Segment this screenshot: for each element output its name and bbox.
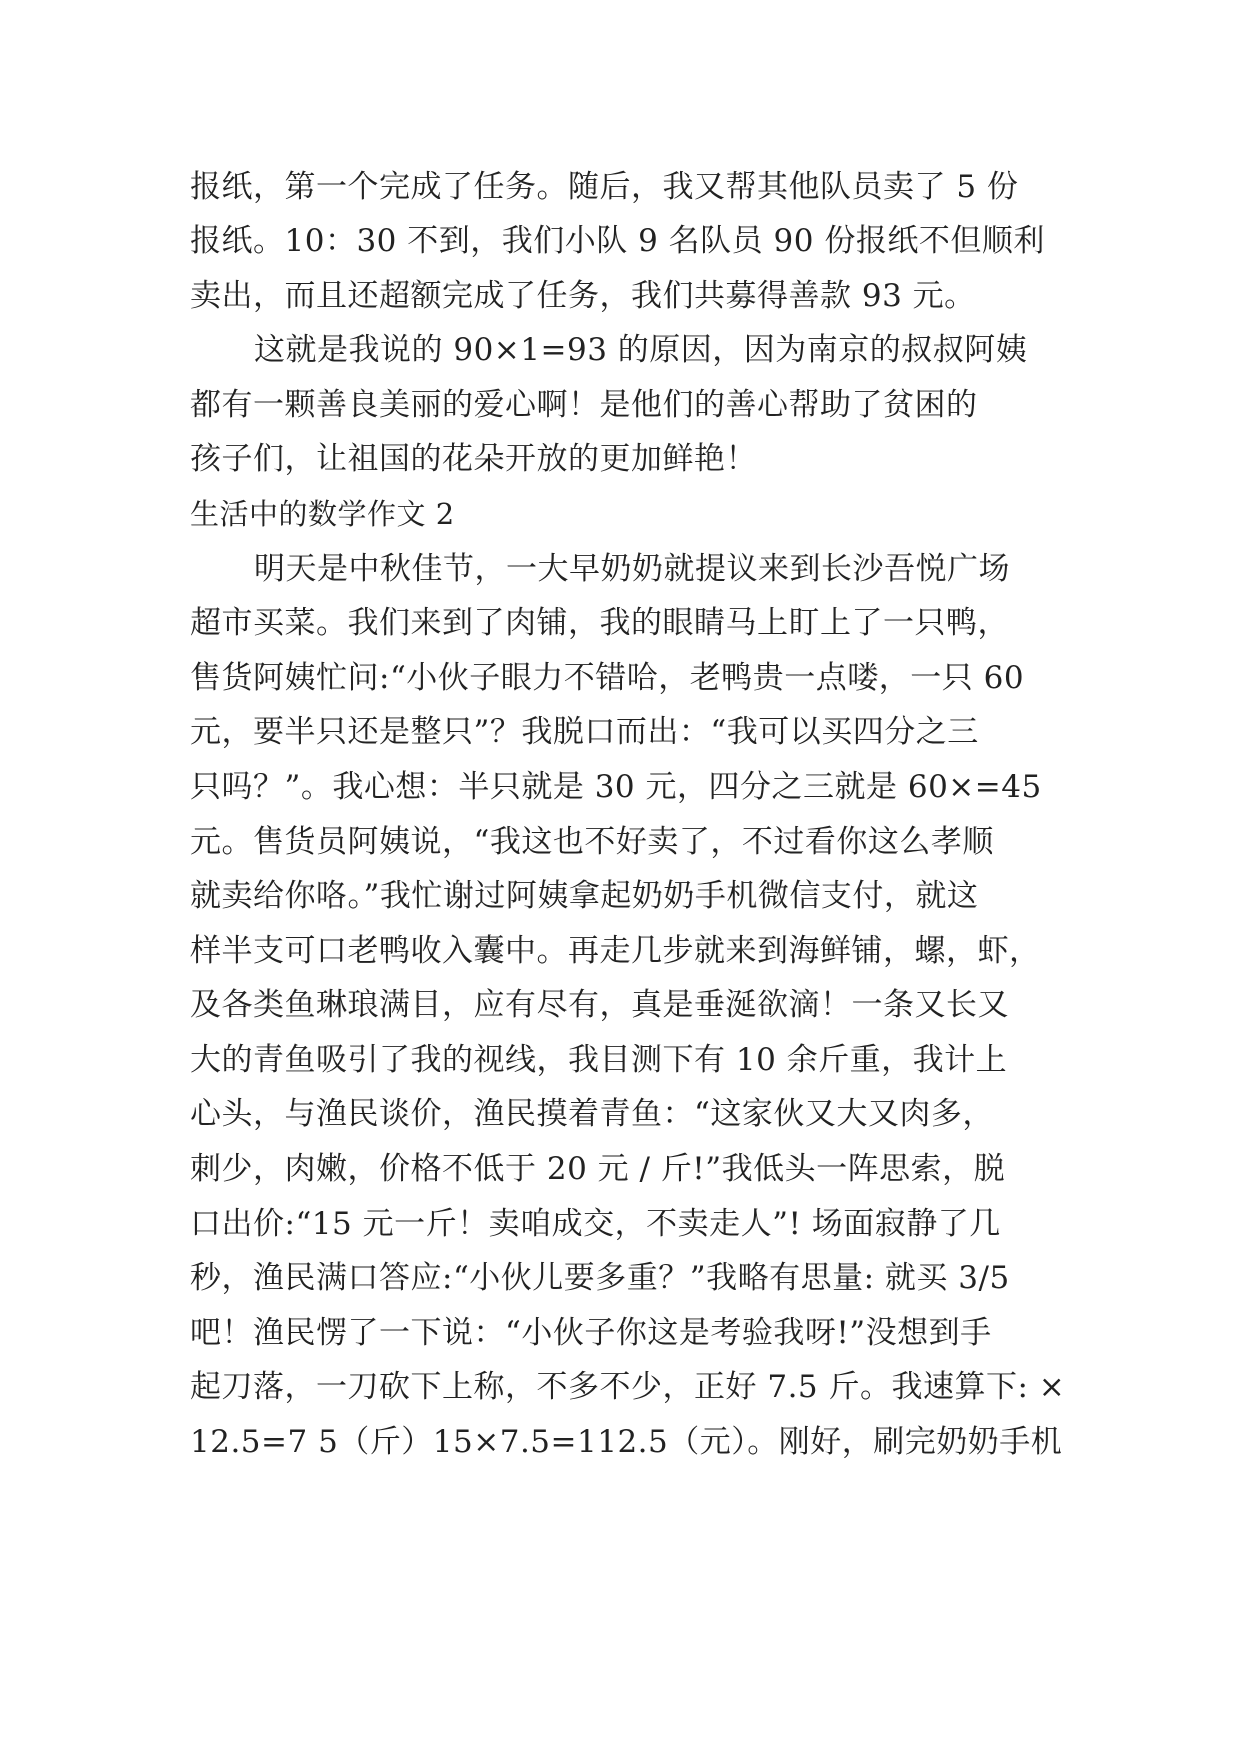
text-line: 及各类鱼琳琅满目，应有尽有，真是垂涎欲滴！一条又长又	[190, 987, 1009, 1023]
text-line: 就卖给你咯。”我忙谢过阿姨拿起奶奶手机微信支付，就这	[190, 878, 979, 914]
text-line: 报纸，第一个完成了任务。随后，我又帮其他队员卖了 5 份	[190, 169, 1019, 205]
text-line: 元，要半只还是整只”？我脱口而出：“我可以买四分之三	[190, 714, 979, 750]
text-line: 超市买菜。我们来到了肉铺，我的眼睛马上盯上了一只鸭，	[190, 605, 1009, 641]
text-line: 刺少，肉嫩，价格不低于 20 元 / 斤!”我低头一阵思索，脱	[190, 1151, 1006, 1187]
text-line: 样半支可口老鸭收入囊中。再走几步就来到海鲜铺，螺，虾，	[190, 933, 1041, 969]
text-line: 心头，与渔民谈价，渔民摸着青鱼：“这家伙又大又肉多，	[190, 1096, 994, 1132]
text-line: 12.5=7 5（斤）15×7.5=112.5（元）。刚好，刷完奶奶手机	[190, 1424, 1063, 1460]
text-line: 大的青鱼吸引了我的视线，我目测下有 10 余斤重，我计上	[190, 1042, 1008, 1078]
text-line: 起刀落，一刀砍下上称，不多不少，正好 7.5 斤。我速算下: ×	[190, 1369, 1066, 1405]
text-line: 元。售货员阿姨说，“我这也不好卖了，不过看你这么孝顺	[190, 824, 994, 860]
section-heading: 生活中的数学作文 2	[190, 497, 455, 531]
paragraph-start-line: 这就是我说的 90×1=93 的原因，因为南京的叔叔阿姨	[254, 332, 1028, 368]
text-line: 秒，渔民满口答应:“小伙儿要多重？”我略有思量: 就买 3/5	[190, 1260, 1010, 1296]
text-line: 口出价:“15 元一斤！卖咱成交，不卖走人”! 场面寂静了几	[190, 1206, 1001, 1242]
text-line: 卖出，而且还超额完成了任务，我们共募得善款 93 元。	[190, 278, 976, 314]
text-line: 售货阿姨忙问:“小伙子眼力不错哈，老鸭贵一点喽，一只 60	[190, 660, 1025, 696]
text-line: 孩子们，让祖国的花朵开放的更加鲜艳！	[190, 441, 757, 477]
text-line: 报纸。10：30 不到，我们小队 9 名队员 90 份报纸不但顺利	[190, 223, 1045, 259]
text-line: 只吗？”。我心想：半只就是 30 元，四分之三就是 60×=45	[190, 769, 1042, 805]
text-line: 吧！渔民愣了一下说：“小伙子你这是考验我呀!”没想到手	[190, 1315, 992, 1351]
paragraph-start-line: 明天是中秋佳节，一大早奶奶就提议来到长沙吾悦广场	[254, 551, 1010, 587]
text-line: 都有一颗善良美丽的爱心啊！是他们的善心帮助了贫困的	[190, 387, 978, 423]
